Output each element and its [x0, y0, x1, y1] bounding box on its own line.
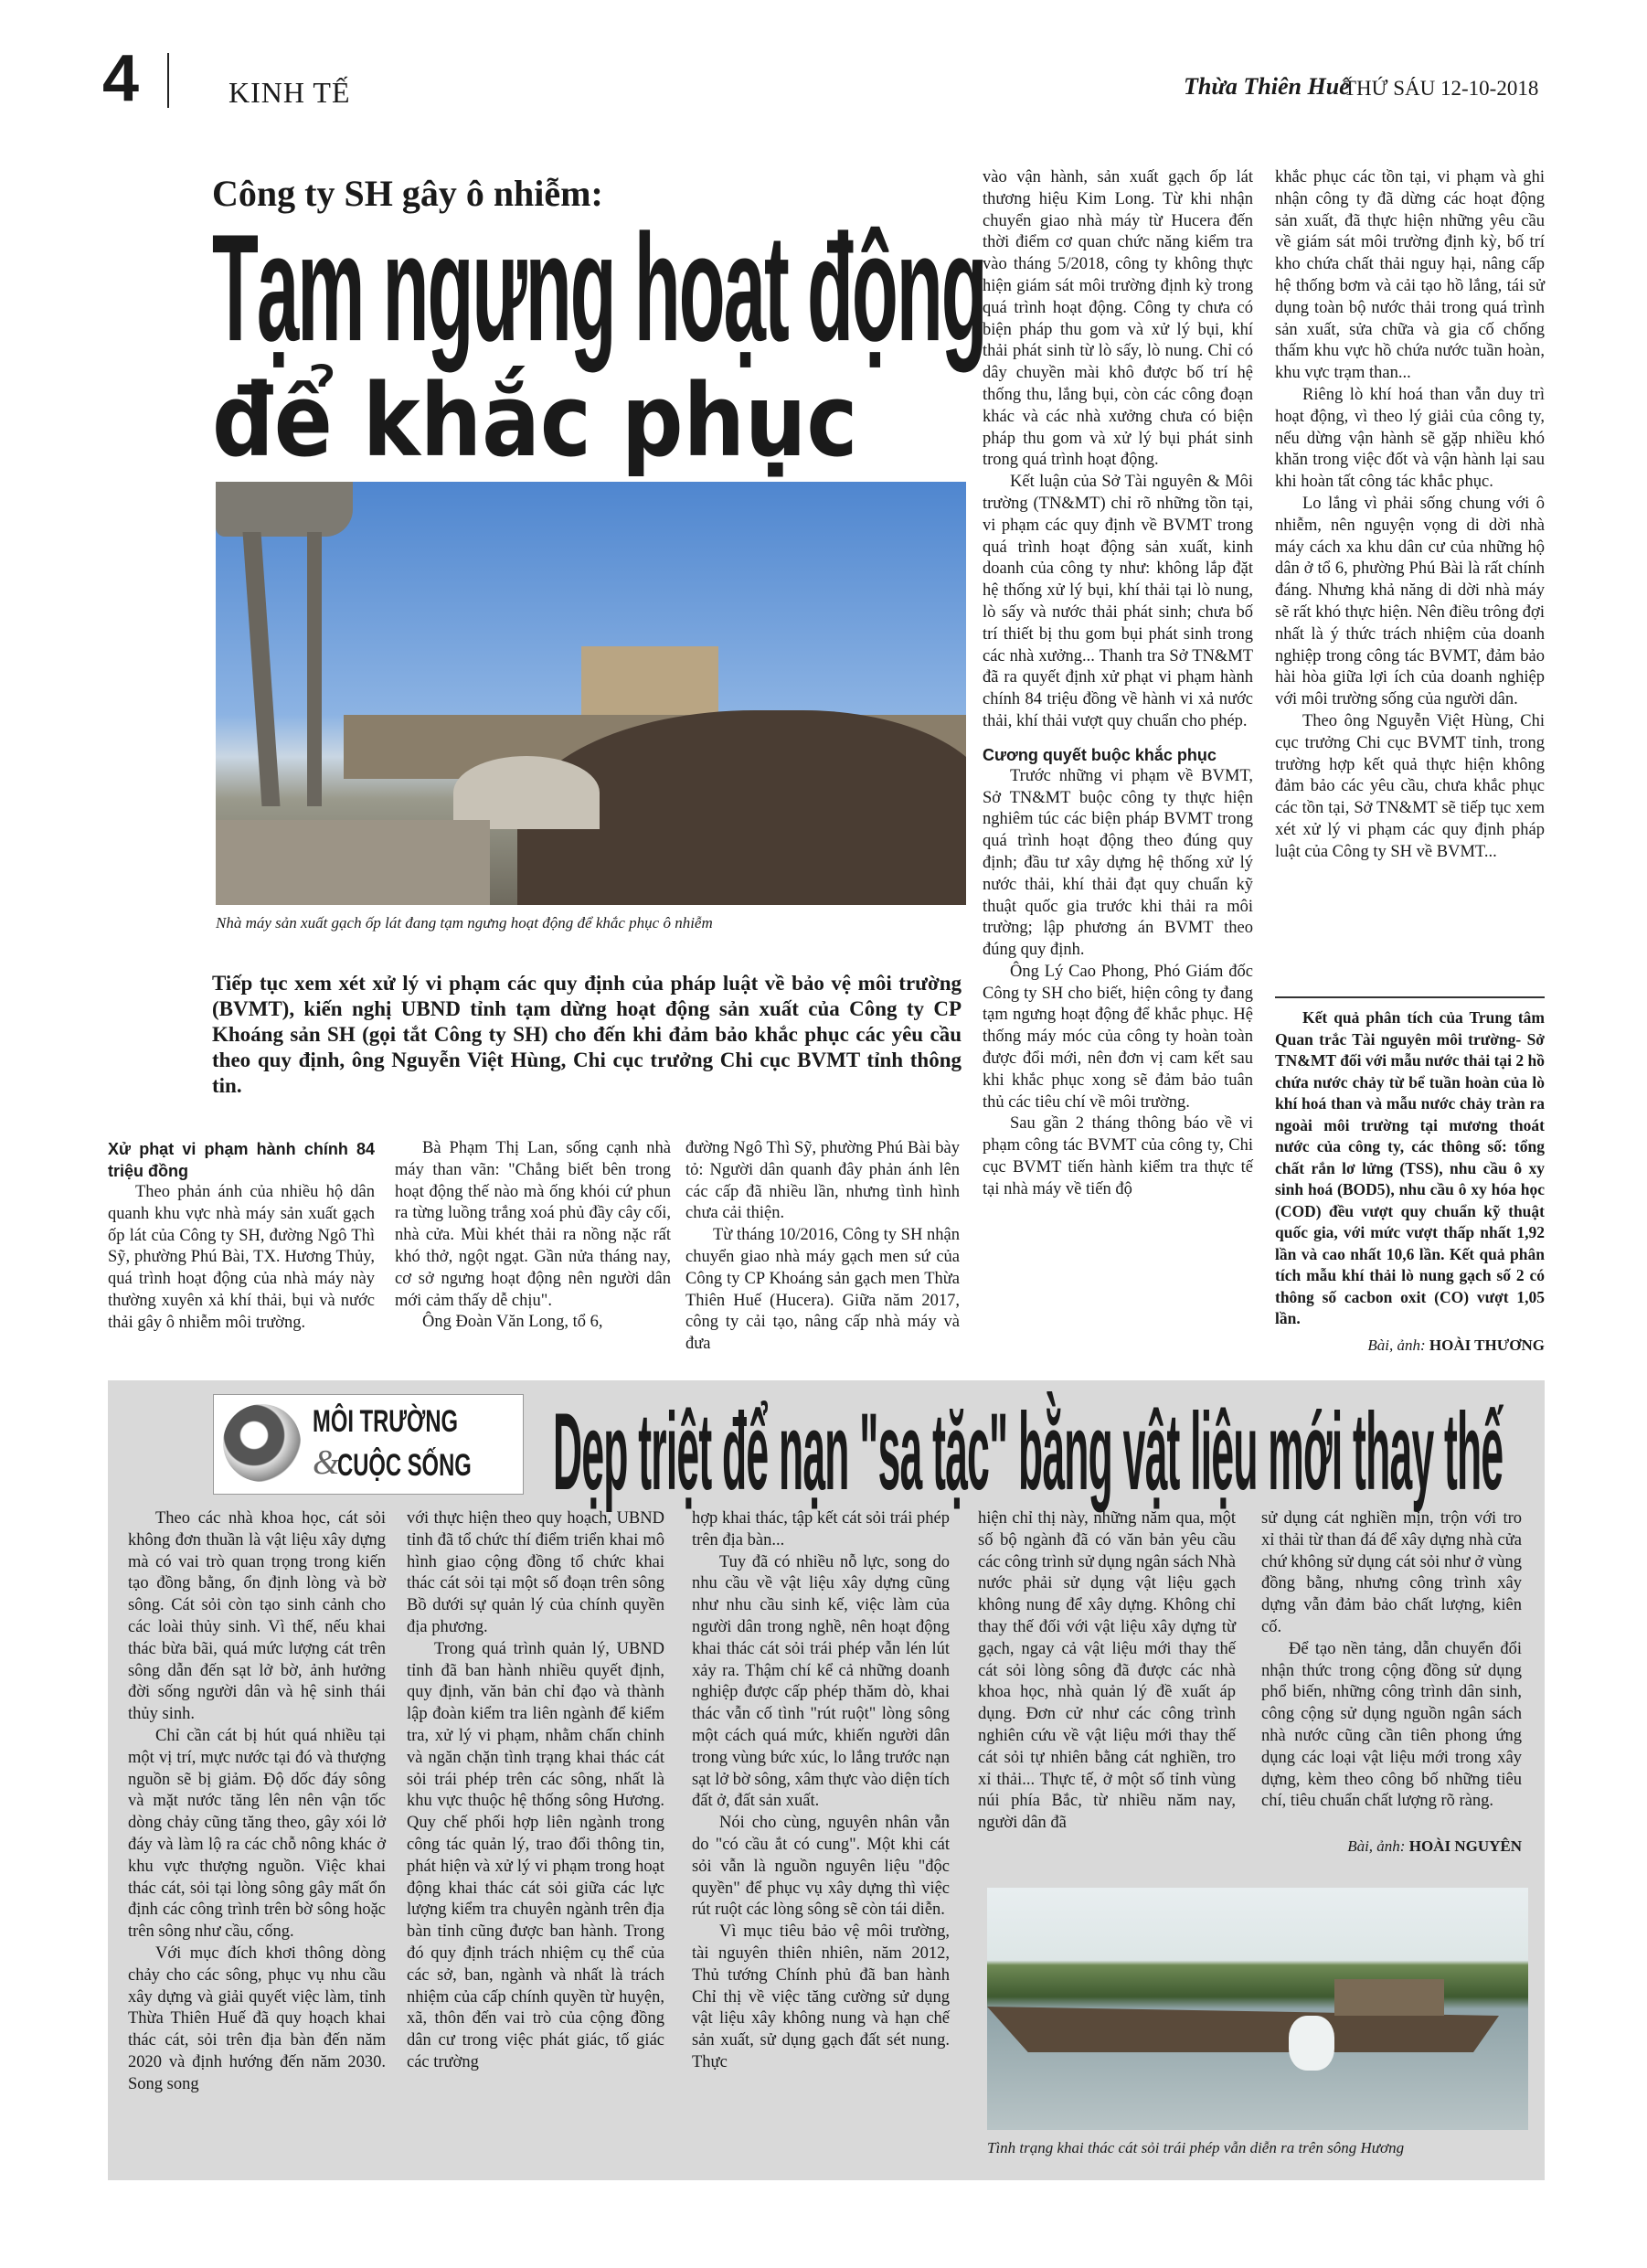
article-column-1	[108, 1138, 375, 1335]
paragraph: Trước những vi phạm về BVMT, Sở TN&MT buộc công ty thực hiện nghiêm túc các biện pháp BVMT trong quá trình hoạt động theo đúng quy định; đầu tư xây dựng hệ thống xử lý nước thải, khí thải đạt quy chuẩn kỹ thuật quốc gia trước khi thải ra môi trường; lập phương án BVMT theo đúng quy định.	[983, 766, 1253, 960]
article-headline-line2: để khắc phục	[212, 362, 858, 479]
byline-author: HOÀI THƯƠNG	[1429, 1336, 1545, 1354]
article-lead: Tiếp tục xem xét xử lý vi phạm các quy định của pháp luật về bảo vệ môi trường (BVMT), kiến nghị UBND tỉnh tạm dừng hoạt động sản xuất của Công ty CP Khoáng sản SH (gọi tắt Công ty SH) cho đến khi đảm bảo khắc phục các yêu cầu theo quy định, ông Nguyễn Việt Hùng, Chi cục trưởng Chi cục BVMT tỉnh thông tin.	[212, 972, 962, 1097]
water-tower	[216, 482, 353, 537]
paragraph: Tuy đã có nhiều nỗ lực, song do nhu cầu về vật liệu xây dựng cũng như nhu cầu sinh kế, việc làm của người dân trong nghề, nên hoạt động khai thác cát sỏi trái phép vẫn lén lút xảy ra. Thậm chí kể cả những doanh nghiệp được cấp phép thăm dò, khai thác vẫn cố tình "rút ruột" lòng sông một cách quá mức, khiến người dân trong vùng bức xúc, lo lắng trước nạn sạt lở bờ sông, xâm thực vào diện tích đất ở, đất sản xuất.	[692, 1552, 950, 1811]
paragraph: đường Ngô Thì Sỹ, phường Phú Bài bày tỏ: Người dân quanh đây phản ánh lên các cấp đã nhiều lần, nhưng tình hình chưa cải thiện.	[685, 1139, 960, 1223]
paragraph: Sau gần 2 tháng thông báo về vi phạm công tác BVMT của công ty, Chi cục BVMT tiến hành kiểm tra thực tế tại nhà máy về tiến độ	[983, 1114, 1253, 1198]
article-column-4	[983, 167, 1253, 1201]
byline-label: Bài, ảnh:	[1347, 1837, 1406, 1855]
article-column-5	[1261, 1508, 1522, 1813]
factory-building	[581, 646, 718, 719]
article-column-2	[407, 1508, 664, 2074]
article-column-5	[1275, 167, 1545, 864]
paragraph: Để tạo nền tảng, dẫn chuyển đổi nhận thức trong cộng đồng sử dụng phổ biến, những công trình dân sinh, công cộng sử dụng nguồn ngân sách nhà nước cũng cần tiên phong ứng dụng các loại vật liệu mới trong xây dựng, kèm theo công bố những tiêu chí, tiêu chuẩn chất lượng rõ ràng.	[1261, 1639, 1522, 1811]
section-logo	[213, 1394, 524, 1495]
issue-date: THỨ SÁU 12-10-2018	[1344, 77, 1539, 100]
byline	[1261, 1837, 1522, 1856]
paragraph: hợp khai thác, tập kết cát sỏi trái phép trên địa bàn...	[692, 1509, 950, 1549]
paragraph: Từ tháng 10/2016, Công ty SH nhận chuyển giao nhà máy gạch men sứ của Công ty CP Khoáng sản gạch men Thừa Thiên Huế (Hucera). Giữa năm 2017, công ty cải tạo, nâng cấp nhà máy và đưa	[685, 1226, 960, 1354]
river-dredging-photo	[987, 1888, 1528, 2130]
leaf-logo-icon	[223, 1404, 301, 1482]
paragraph: Theo phản ánh của nhiều hộ dân quanh khu vực nhà máy sản xuất gạch ốp lát của Công ty SH, đường Ngô Thì Sỹ, phường Phú Bài, TX. Hương Thủy, quá trình hoạt động của nhà máy này thường xuyên xả khí thải, bụi và nước thải gây ô nhiễm môi trường.	[108, 1183, 375, 1332]
info-box	[1275, 996, 1545, 1330]
paragraph: với thực hiện theo quy hoạch, UBND tỉnh đã tổ chức thí điểm triển khai mô hình giao cộng đồng tổ chức khai thác cát sỏi tại một số đoạn trên sông Bồ dưới sự quản lý của chính quyền địa phương.	[407, 1509, 664, 1636]
paragraph: khắc phục các tồn tại, vi phạm và ghi nhận công ty đã dừng các hoạt động sản xuất, đã thực hiện những yêu cầu về giám sát môi trường định kỳ, bố trí kho chứa chất thải nguy hại, nâng cấp hệ thống bơm và cải tạo hồ lắng, tái sử dụng toàn bộ nước thải trong quá trình sản xuất, sửa chữa và gia cố chống thấm khu vực hồ chứa nước tuần hoàn, khu vực trạm than...	[1275, 168, 1545, 383]
boat-cabin	[1334, 1979, 1444, 2016]
photo-caption: Tình trạng khai thác cát sỏi trái phép vẫn diễn ra trên sông Hương	[987, 2139, 1405, 2156]
logo-ampersand: &	[313, 1443, 340, 1482]
newspaper-name: Thừa Thiên Huế	[1184, 73, 1350, 100]
paragraph: Vì mục tiêu bảo vệ môi trường, tài nguyên thiên nhiên, năm 2012, Thủ tướng Chính phủ đã ban hành Chỉ thị về việc tăng cường sử dụng vật liệu xây không nung và hạn chế sản xuất, sử dụng gạch đất sét nung. Thực	[692, 1922, 950, 2071]
paragraph: Ông Đoàn Văn Long, tổ 6,	[422, 1313, 603, 1332]
paragraph: Trong quá trình quản lý, UBND tỉnh đã ban hành nhiều quyết định, quy định, văn bản chỉ đạo và thành lập đoàn kiểm tra liên ngành để kiểm tra, xử lý vi phạm, nhằm chấn chỉnh và ngăn chặn tình trạng khai thác cát sỏi trái phép trên các sông, nhất là khu vực thuộc hệ thống sông Hương. Quy chế phối hợp liên ngành trong công tác quản lý, trao đổi thông tin, phát hiện và xử lý vi phạm trong hoạt động khai thác cát sỏi giữa các lực lượng kiểm tra chuyên ngành trên địa bàn tỉnh cũng được ban hành. Trong đó quy định trách nhiệm cụ thể của các sở, ban, ngành và nhất là trách nhiệm của cấp chính quyền từ huyện, xã, thôn đến vai trò của cộng đồng dân cư trong việc phát giác, tố giác các trường	[407, 1639, 664, 2071]
paragraph: Kết luận của Sở Tài nguyên & Môi trường (TN&MT) chỉ rõ những tồn tại, vi phạm các quy định về BVMT trong quá trình hoạt động sản xuất, kinh doanh của công ty như: không lắp đặt hệ thống xử lý bụi, khí thải tại lò nung, lò sấy và nước thải phát sinh; chưa bố trí thiết bị thu gom bụi phát sinh trong các nhà xưởng... Thanh tra Sở TN&MT đã ra quyết định xử phạt vi phạm hành chính 84 triệu đồng về hành vi xả nước thải, khí thải vượt quy chuẩn cho phép.	[983, 473, 1253, 730]
article-column-1	[128, 1508, 386, 2096]
byline-author: HOÀI NGUYÊN	[1408, 1837, 1522, 1855]
road	[216, 820, 490, 905]
article-kicker: Công ty SH gây ô nhiễm:	[212, 173, 603, 214]
logo-line1: MÔI TRƯỜNG	[313, 1404, 459, 1439]
paragraph: Với mục đích khơi thông dòng chảy cho các sông, phục vụ nhu cầu xây dựng và giải quyết việc làm, tỉnh Thừa Thiên Huế đã quy hoạch khai thác cát, sỏi trên địa bàn đến năm 2020 và định hướng đến năm 2030. Song song	[128, 1943, 386, 2093]
byline	[1275, 1336, 1545, 1355]
header-divider	[167, 53, 169, 108]
logo-line2: CUỘC SỐNG	[337, 1448, 472, 1483]
water-splash	[1289, 2016, 1334, 2071]
page-number: 4	[102, 42, 140, 115]
paragraph: vào vận hành, sản xuất gạch ốp lát thương hiệu Kim Long. Từ khi nhận chuyển giao nhà máy từ Hucera đến thời điểm cơ quan chức năng kiểm tra vào tháng 5/2018, công ty không thực hiện giám sát môi trường định kỳ trong quá trình hoạt động. Công ty chưa có biện pháp thu gom và xử lý bụi, khí thải phát sinh từ lò sấy, lò nung. Chỉ có dây chuyền mài khô được bố trí hệ thống thu, lắng bụi, còn các công đoạn khác và các nhà xưởng chưa có biện pháp thu gom và xử lý bụi phát sinh trong quá trình hoạt động.	[983, 168, 1253, 470]
article-column-3	[692, 1508, 950, 2074]
water-tower-legs	[307, 532, 322, 806]
byline-label: Bài, ảnh:	[1367, 1336, 1426, 1354]
paragraph: Bà Phạm Thị Lan, sống cạnh nhà máy than vãn: "Chẳng biết bên trong hoạt động thế nào mà ống khói cứ phun ra từng luồng trắng xoá phủ đầy cây cối, nhà cửa. Mùi khét thải ra nồng nặc rất khó thở, ngột ngạt. Gần nửa tháng nay, cơ sở ngưng hoạt động nên người dân mới cảm thấy dễ chịu".	[395, 1139, 671, 1310]
paragraph: sử dụng cát nghiền mịn, trộn với tro xỉ thải từ than đá để xây dựng nhà cửa chứ không sử dụng cát sỏi như ở vùng đồng bằng, nhưng công trình xây dựng vẫn đảm bảo chất lượng, kiên cố.	[1261, 1509, 1522, 1636]
paragraph: hiện chỉ thị này, những năm qua, một số bộ ngành đã có văn bản yêu cầu các công trình sử dụng ngân sách Nhà nước phải sử dụng vật liệu gạch không nung để xây dựng. Không chỉ thay thế đối với vật liệu xây dựng từ gạch, ngay cả vật liệu mới thay thế cát sỏi lòng sông đã được các nhà khoa học, nhà quản lý đề xuất áp dụng. Đơn cử như các công trình nghiên cứu về vật liệu mới thay thế cát sỏi tự nhiên bằng cát nghiền, tro xỉ thải... Thực tế, ở một số tỉnh vùng núi phía Bắc, từ nhiều năm nay, người dân đã	[978, 1509, 1236, 1833]
article-column-2	[395, 1138, 671, 1334]
article-column-3	[685, 1138, 960, 1356]
paragraph: Ông Lý Cao Phong, Phó Giám đốc Công ty SH cho biết, hiện công ty đang tạm ngưng hoạt động để khắc phục. Hệ thống máy móc của công ty hoàn toàn được đổi mới, nên đơn vị cam kết sau khi khắc phục xong sẽ đảm bảo tuân thủ các tiêu chí về môi trường.	[983, 962, 1253, 1112]
water-tower-legs	[243, 532, 281, 806]
article-headline: Tạm ngưng hoạt động	[212, 203, 986, 374]
paragraph: Riêng lò khí hoá than vẫn duy trì hoạt động, vì theo lý giải của công ty, nếu dừng vận hành sẽ gặp nhiều khó khăn trong việc đốt và vận hành lại sau khi hoàn tất công tác khắc phục.	[1275, 385, 1545, 492]
photo-caption: Nhà máy sản xuất gạch ốp lát đang tạm ngưng hoạt động để khắc phục ô nhiễm	[216, 914, 713, 932]
paragraph: Theo các nhà khoa học, cát sỏi không đơn thuần là vật liệu xây dựng mà có vai trò quan trọng trong kiến tạo đồng bằng, ổn định lòng và bờ sông. Cát sỏi còn tạo sinh cảnh cho các loài thủy sinh. Vì thế, nếu khai thác bừa bãi, quá mức lượng cát trên sông dẫn đến sạt lở bờ, ảnh hưởng đời sống người dân và hệ sinh thái thủy sinh.	[128, 1509, 386, 1724]
subheading: Cương quyết buộc khắc phục	[983, 745, 1217, 764]
paragraph: Chỉ cần cát bị hút quá nhiều tại một vị trí, mực nước tại đó và thượng nguồn sẽ bị giảm. Độ dốc đáy sông và mặt nước tăng lên nên vận tốc dòng chảy cũng tăng theo, gây xói lở đáy và làm lộ ra các chỗ nông khác ở khu vực thượng nguồn. Việc khai thác cát, sỏi tại lòng sông gây mất ổn định các công trình trên bờ sông hoặc trên sông như cầu, cống.	[128, 1726, 386, 1942]
factory-photo	[216, 482, 966, 905]
section-title: KINH TẾ	[228, 76, 351, 109]
paragraph: Nói cho cùng, nguyên nhân vẫn do "có cầu ắt có cung". Một khi cát sỏi vẫn là nguồn nguyên liệu "độc quyền" để phục vụ xây dựng thì việc rút ruột các lòng sông sẽ còn tái diễn.	[692, 1814, 950, 1920]
article-column-4	[978, 1508, 1236, 1835]
paragraph: Lo lắng vì phải sống chung với ô nhiễm, nên nguyện vọng di dời nhà máy cách xa khu dân cư của những hộ dân ở tổ 6, phường Phú Bài là rất chính đáng. Nhưng khả năng di dời nhà máy sẽ rất khó thực hiện. Nên điều trông đợi nhất là ý thức trách nhiệm của doanh nghiệp trong công tác BVMT, đảm bảo hài hòa giữa lợi ích của doanh nghiệp với môi trường sống của người dân.	[1275, 494, 1545, 709]
info-box-text: Kết quả phân tích của Trung tâm Quan trắc Tài nguyên môi trường- Sở TN&MT đối với mẫu nước thải tại 2 hồ chứa nước chảy từ bể tuần hoàn của lò khí hoá than và mẫu nước chảy tràn ra ngoài môi trường tại mương thoát nước của công ty, các thông số: tổng chất rắn lơ lửng (TSS), nhu cầu ô xy sinh hoá (BOD5), nhu cầu ô xy hóa học (COD) đều vượt quy chuẩn kỹ thuật quốc gia, với mức vượt thấp nhất 1,92 lần và cao nhất 10,6 lần. Kết quả phân tích mẫu khí thải lò nung gạch số 2 có thông số cacbon oxit (CO) vượt 1,05 lần.	[1275, 1008, 1546, 1327]
paragraph: Theo ông Nguyễn Việt Hùng, Chi cục trưởng Chi cục BVMT tỉnh, trong trường hợp kết quả thực hiện không đảm bảo các yêu cầu, chưa khắc phục các tồn tại, Sở TN&MT sẽ tiếp tục xem xét xử lý vi phạm các quy định pháp luật của Công ty SH về BVMT...	[1275, 711, 1545, 861]
article-headline: Dẹp triệt để nạn "sa tặc" bằng vật liệu mới thay thế	[553, 1390, 1504, 1513]
gravel	[453, 756, 600, 829]
subheading: Xử phạt vi phạm hành chính 84 triệu đồng	[108, 1140, 375, 1180]
